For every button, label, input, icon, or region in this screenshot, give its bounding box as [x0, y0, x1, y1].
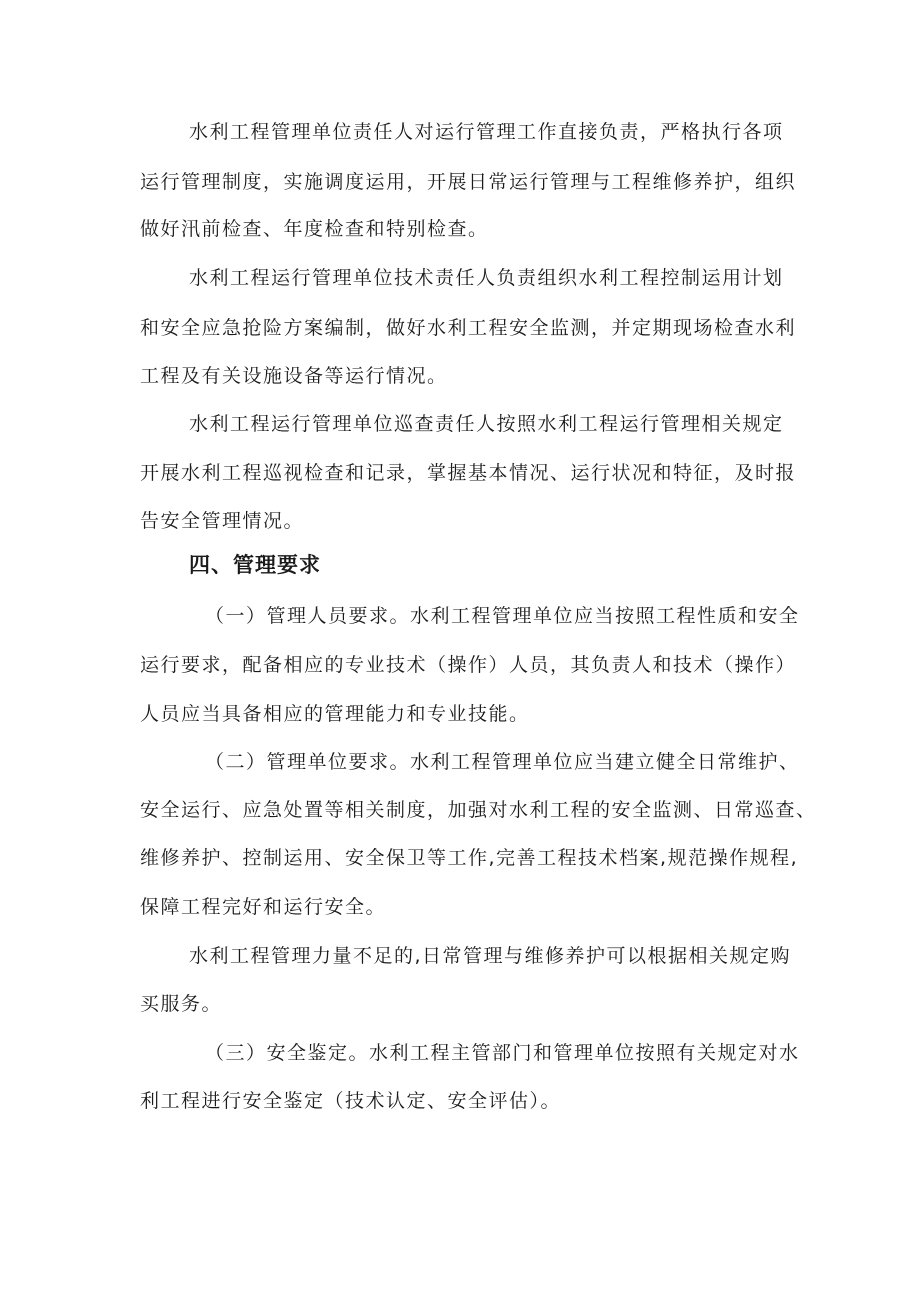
section-paragraph-3-line-2: 买服务。 [140, 993, 223, 1015]
paragraph-3-line-3: 告安全管理情况。 [140, 510, 305, 532]
paragraph-2-line-2: 和安全应急抢险方案编制，做好水利工程安全监测，并定期现场检查水利 [140, 317, 797, 339]
section-paragraph-2-line-2: 安全运行、应急处置等相关制度，加强对水利工程的安全监测、日常巡查、 [140, 799, 817, 821]
section-heading: 四、管理要求 [189, 553, 321, 577]
section-paragraph-2-line-3: 维修养护、控制运用、安全保卫等工作,完善工程技术档案,规范操作规程, [140, 847, 799, 869]
section-paragraph-4-line-2: 利工程进行安全鉴定（技术认定、安全评估）。 [140, 1090, 562, 1112]
section-paragraph-3-line-1: 水利工程管理力量不足的,日常管理与维修养护可以根据相关规定购 [189, 945, 792, 967]
paragraph-2-line-1: 水利工程运行管理单位技术责任人负责组织水利工程控制运用计划 [189, 267, 784, 289]
paragraph-1-line-3: 做好汛前检查、年度检查和特别检查。 [140, 218, 489, 240]
section-paragraph-1-line-3: 人员应当具备相应的管理能力和专业技能。 [140, 703, 530, 725]
section-paragraph-1-line-1: （一）管理人员要求。水利工程管理单位应当按照工程性质和安全 [205, 605, 800, 627]
paragraph-1-line-1: 水利工程管理单位责任人对运行管理工作直接负责，严格执行各项 [189, 121, 784, 143]
paragraph-3-line-2: 开展水利工程巡视检查和记录，掌握基本情况、运行状况和特征，及时报 [140, 462, 797, 484]
paragraph-3-line-1: 水利工程运行管理单位巡查责任人按照水利工程运行管理相关规定 [189, 413, 784, 435]
section-paragraph-4-line-1: （三）安全鉴定。水利工程主管部门和管理单位按照有关规定对水 [205, 1042, 800, 1064]
section-paragraph-1-line-2: 运行要求，配备相应的专业技术（操作）人员，其负责人和技术（操作） [140, 654, 797, 676]
section-paragraph-2-line-1: （二）管理单位要求。水利工程管理单位应当建立健全日常维护、 [205, 751, 800, 773]
paragraph-2-line-3: 工程及有关设施设备等运行情况。 [140, 365, 448, 387]
section-paragraph-2-line-4: 保障工程完好和运行安全。 [140, 896, 387, 918]
paragraph-1-line-2: 运行管理制度，实施调度运用，开展日常运行管理与工程维修养护，组织 [140, 171, 797, 193]
